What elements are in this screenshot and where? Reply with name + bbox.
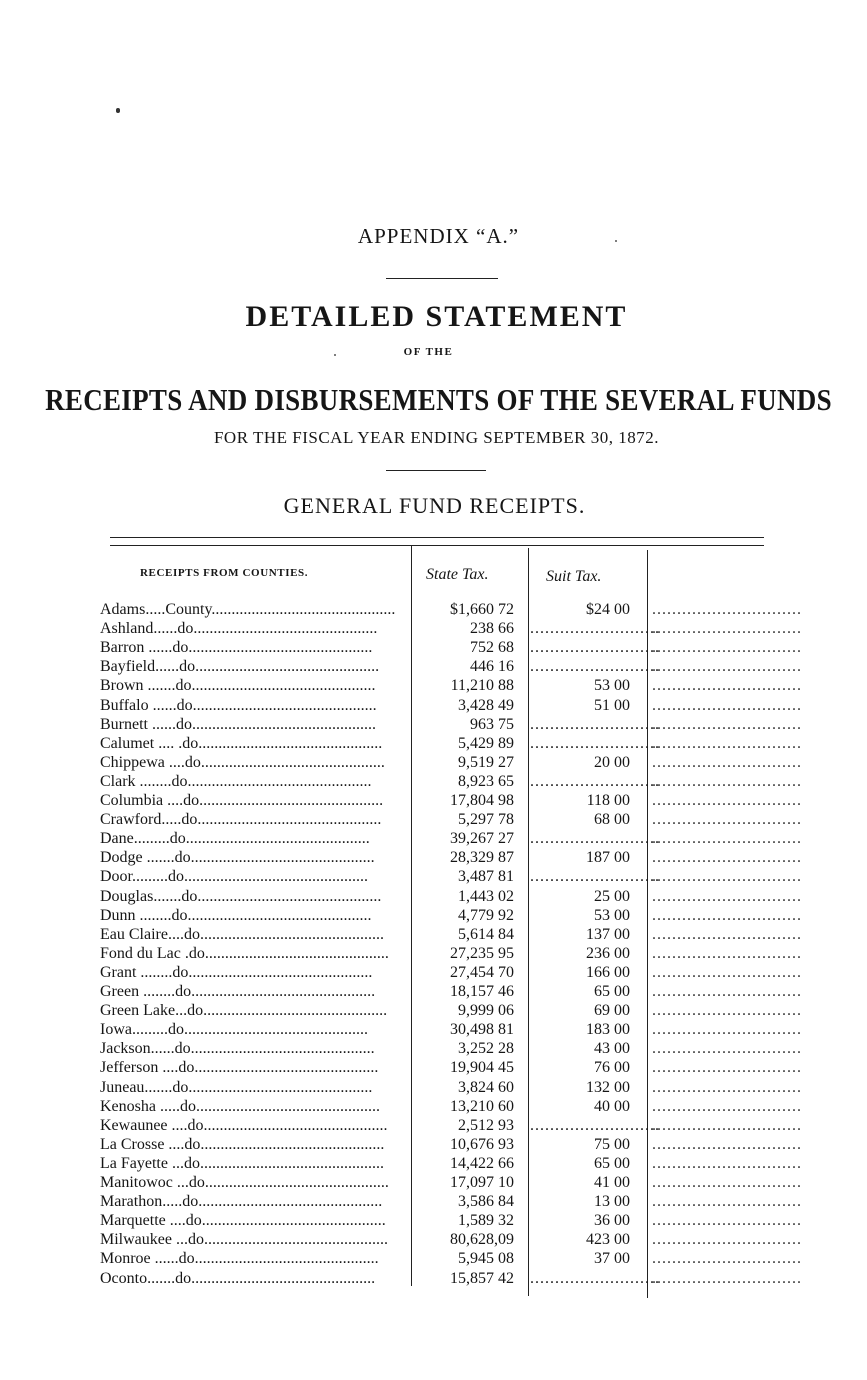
blank-column-leader: .............................. xyxy=(652,849,802,867)
suit-tax-amount: 76 00 xyxy=(594,1059,630,1077)
suit-tax-empty: .......................... xyxy=(530,715,660,733)
blank-column-leader: .............................. xyxy=(652,963,802,981)
section-title: GENERAL FUND RECEIPTS. xyxy=(283,493,586,518)
state-tax-value: 13,210 60 xyxy=(450,1097,514,1115)
state-tax-value: 3,824 60 xyxy=(458,1078,514,1096)
county-name: Kewaunee ....do.............................................. xyxy=(100,1116,388,1134)
table-row xyxy=(0,1116,857,1135)
suit-tax-value xyxy=(530,1135,636,1154)
table-row xyxy=(0,1249,857,1268)
county-name: Jackson......do.............................................. xyxy=(100,1040,375,1058)
suit-tax-amount: 36 00 xyxy=(594,1212,630,1230)
suit-tax-value xyxy=(530,1001,636,1020)
blank-column-leader: .............................. xyxy=(652,772,802,790)
table-row xyxy=(0,1230,857,1249)
suit-tax-value xyxy=(530,676,636,695)
table-top-rule xyxy=(110,537,764,538)
suit-tax-value xyxy=(530,696,636,715)
blank-column-leader: .............................. xyxy=(652,1174,802,1191)
blank-column-leader: .............................. xyxy=(652,811,802,829)
county-name: Monroe ......do.............................................. xyxy=(100,1250,379,1268)
county-name: Milwaukee ...do.............................................. xyxy=(100,1231,388,1249)
state-tax-value: 3,252 28 xyxy=(458,1040,514,1058)
table-row xyxy=(0,619,857,638)
state-tax-value: 4,779 92 xyxy=(458,906,514,924)
suit-tax-value xyxy=(530,925,636,944)
blank-column-leader: .............................. xyxy=(652,1116,802,1134)
blank-column-leader: .............................. xyxy=(652,696,802,714)
table-row xyxy=(0,676,857,695)
suit-tax-amount: $24 00 xyxy=(586,601,630,618)
blank-column-leader: .............................. xyxy=(652,753,802,771)
table-row xyxy=(0,848,857,867)
state-tax-value: 11,210 88 xyxy=(450,677,514,695)
page-subtitle: FOR THE FISCAL YEAR ENDING SEPTEMBER 30, 1872. xyxy=(213,428,660,447)
state-tax-value: 17,097 10 xyxy=(450,1174,514,1191)
blank-column-leader: .............................. xyxy=(652,1040,802,1058)
suit-tax-value xyxy=(530,1249,636,1268)
table-row xyxy=(0,887,857,906)
table-row xyxy=(0,1135,857,1154)
suit-tax-amount: 132 00 xyxy=(586,1078,630,1096)
county-name: Green Lake...do.............................................. xyxy=(100,1002,388,1020)
blank-column-leader: .............................. xyxy=(652,906,802,924)
ink-speck xyxy=(116,108,120,113)
county-name: Marathon.....do.............................................. xyxy=(100,1193,383,1211)
blank-column-leader: .............................. xyxy=(652,830,802,848)
county-name: Barron ......do.............................................. xyxy=(100,639,373,657)
suit-tax-empty: .......................... xyxy=(530,639,660,657)
suit-tax-amount: 13 00 xyxy=(594,1193,630,1211)
suit-tax-empty: .......................... xyxy=(530,734,660,752)
blank-column-leader: .............................. xyxy=(652,715,802,733)
county-name: Bayfield......do.............................................. xyxy=(100,658,380,676)
blank-column-leader: .............................. xyxy=(652,944,802,962)
table-row xyxy=(0,963,857,982)
suit-tax-value xyxy=(530,1020,636,1039)
table-row xyxy=(0,734,857,753)
state-tax-value: 446 16 xyxy=(470,658,514,676)
suit-tax-amount: 37 00 xyxy=(594,1250,630,1268)
suit-tax-value xyxy=(530,753,636,772)
table-row xyxy=(0,638,857,657)
suit-tax-amount: 118 00 xyxy=(586,792,630,809)
blank-column-leader: .............................. xyxy=(652,1212,802,1230)
county-name: Brown .......do.............................................. xyxy=(100,677,376,695)
title-connector: OF THE xyxy=(403,346,454,358)
state-tax-value: 963 75 xyxy=(470,715,514,733)
county-name: Grant ........do.............................................. xyxy=(100,963,373,981)
county-name: Calumet .... .do.............................................. xyxy=(100,734,383,752)
state-tax-value: 5,945 08 xyxy=(458,1250,514,1268)
suit-tax-value xyxy=(530,906,636,925)
suit-tax-value xyxy=(530,810,636,829)
county-name: Adams.....County.............................................. xyxy=(100,601,396,618)
county-name: Fond du Lac .do.............................................. xyxy=(100,944,389,962)
page-title-main: RECEIPTS AND DISBURSEMENTS OF THE SEVERAL FUNDS xyxy=(45,383,832,417)
table-row xyxy=(0,1001,857,1020)
county-name: Manitowoc ...do.............................................. xyxy=(100,1174,389,1191)
state-tax-value: 19,904 45 xyxy=(450,1059,514,1077)
suit-tax-amount: 236 00 xyxy=(586,944,630,962)
state-tax-value: 2,512 93 xyxy=(458,1116,514,1134)
state-tax-value: 15,857 42 xyxy=(450,1269,514,1287)
county-name: Ashland......do.............................................. xyxy=(100,620,378,638)
suit-tax-amount: 423 00 xyxy=(586,1231,630,1249)
table-row xyxy=(0,1269,857,1288)
table-row xyxy=(0,1039,857,1058)
suit-tax-amount: 20 00 xyxy=(594,753,630,771)
county-name: Clark ........do.............................................. xyxy=(100,772,372,790)
county-name: Door.........do.............................................. xyxy=(100,868,368,886)
header-rule xyxy=(386,278,498,279)
suit-tax-amount: 166 00 xyxy=(586,963,630,981)
suit-tax-amount: 51 00 xyxy=(594,696,630,714)
state-tax-value: 18,157 46 xyxy=(450,983,514,1000)
blank-column-leader: .............................. xyxy=(652,1002,802,1020)
blank-column-leader: .............................. xyxy=(652,1269,802,1287)
state-tax-value: 39,267 27 xyxy=(450,830,514,848)
county-name: Douglas.......do.............................................. xyxy=(100,887,382,905)
suit-tax-amount: 187 00 xyxy=(586,849,630,867)
state-tax-value: 14,422 66 xyxy=(450,1154,514,1172)
blank-column-leader: .............................. xyxy=(652,658,802,676)
suit-tax-empty: .......................... xyxy=(530,620,660,638)
blank-column-leader: .............................. xyxy=(652,1021,802,1039)
state-tax-value: 9,999 06 xyxy=(458,1002,514,1020)
suit-tax-value xyxy=(530,1173,636,1192)
suit-tax-empty: .......................... xyxy=(530,772,660,790)
blank-column-leader: .............................. xyxy=(652,1097,802,1115)
state-tax-value: 1,589 32 xyxy=(458,1212,514,1230)
table-row xyxy=(0,696,857,715)
blank-column-leader: .............................. xyxy=(652,792,802,809)
column-header-counties: RECEIPTS FROM COUNTIES. xyxy=(140,567,309,579)
blank-column-leader: .............................. xyxy=(652,1154,802,1172)
blank-column-leader: .............................. xyxy=(652,1059,802,1077)
suit-tax-value xyxy=(530,1078,636,1097)
state-tax-value: 5,429 89 xyxy=(458,734,514,752)
county-name: Dunn ........do.............................................. xyxy=(100,906,372,924)
suit-tax-value xyxy=(530,1211,636,1230)
county-name: Dane.........do.............................................. xyxy=(100,830,370,848)
county-name: Iowa.........do.............................................. xyxy=(100,1021,368,1039)
county-name: Juneau.......do.............................................. xyxy=(100,1078,373,1096)
table-row xyxy=(0,1154,857,1173)
suit-tax-value xyxy=(530,791,636,810)
suit-tax-amount: 43 00 xyxy=(594,1040,630,1058)
blank-column-leader: .............................. xyxy=(652,1078,802,1096)
table-row xyxy=(0,600,857,619)
blank-column-leader: .............................. xyxy=(652,1250,802,1268)
table-row xyxy=(0,810,857,829)
suit-tax-amount: 53 00 xyxy=(594,906,630,924)
suit-tax-amount: 41 00 xyxy=(594,1174,630,1191)
state-tax-value: 1,443 02 xyxy=(458,887,514,905)
county-name: Chippewa ....do.............................................. xyxy=(100,753,385,771)
table-top-rule-inner xyxy=(110,545,764,546)
blank-column-leader: .............................. xyxy=(652,887,802,905)
suit-tax-empty: .......................... xyxy=(530,830,660,848)
county-name: Buffalo ......do.............................................. xyxy=(100,696,377,714)
state-tax-value: 27,454 70 xyxy=(450,963,514,981)
blank-column-leader: .............................. xyxy=(652,925,802,943)
blank-column-leader: .............................. xyxy=(652,983,802,1000)
suit-tax-amount: 75 00 xyxy=(594,1135,630,1153)
state-tax-value: 30,498 81 xyxy=(450,1021,514,1039)
suit-tax-amount: 68 00 xyxy=(594,811,630,829)
suit-tax-value xyxy=(530,982,636,1001)
state-tax-value: 752 68 xyxy=(470,639,514,657)
suit-tax-empty: .......................... xyxy=(530,868,660,886)
county-name: Kenosha .....do.............................................. xyxy=(100,1097,380,1115)
state-tax-value: 5,297 78 xyxy=(458,811,514,829)
state-tax-value: 238 66 xyxy=(470,620,514,638)
suit-tax-value xyxy=(530,1097,636,1116)
county-name: Dodge .......do.............................................. xyxy=(100,849,375,867)
suit-tax-amount: 65 00 xyxy=(594,983,630,1000)
table-row xyxy=(0,753,857,772)
suit-tax-empty: .......................... xyxy=(530,1116,660,1134)
table-row xyxy=(0,772,857,791)
state-tax-value: 3,428 49 xyxy=(458,696,514,714)
suit-tax-amount: 65 00 xyxy=(594,1154,630,1172)
county-name: La Crosse ....do.............................................. xyxy=(100,1135,385,1153)
table-row xyxy=(0,1058,857,1077)
column-header-suit-tax: Suit Tax. xyxy=(546,568,602,585)
suit-tax-value xyxy=(530,1058,636,1077)
suit-tax-value xyxy=(530,848,636,867)
table-row xyxy=(0,867,857,886)
state-tax-value: 3,586 84 xyxy=(458,1193,514,1211)
county-name: Crawford.....do.............................................. xyxy=(100,811,382,829)
column-header-state-tax: State Tax. xyxy=(426,566,489,583)
county-name: Green ........do.............................................. xyxy=(100,983,376,1000)
state-tax-value: 28,329 87 xyxy=(450,849,514,867)
table-row xyxy=(0,1020,857,1039)
table-row xyxy=(0,715,857,734)
table-row xyxy=(0,925,857,944)
blank-column-leader: .............................. xyxy=(652,868,802,886)
suit-tax-value xyxy=(530,1230,636,1249)
table-row xyxy=(0,982,857,1001)
suit-tax-amount: 183 00 xyxy=(586,1021,630,1039)
blank-column-leader: .............................. xyxy=(652,1193,802,1211)
state-tax-value: 5,614 84 xyxy=(458,925,514,943)
table-row xyxy=(0,906,857,925)
state-tax-value: 8,923 65 xyxy=(458,772,514,790)
table-row xyxy=(0,1097,857,1116)
suit-tax-value xyxy=(530,1154,636,1173)
page-title: DETAILED STATEMENT xyxy=(245,300,628,333)
suit-tax-value xyxy=(530,944,636,963)
state-tax-value: 80,628,09 xyxy=(450,1231,514,1249)
table-row xyxy=(0,1211,857,1230)
suit-tax-empty: .......................... xyxy=(530,658,660,676)
blank-column-leader: .............................. xyxy=(652,1231,802,1249)
suit-tax-value xyxy=(530,887,636,906)
table-row xyxy=(0,791,857,810)
county-name: La Fayette ...do.............................................. xyxy=(100,1154,384,1172)
suit-tax-value xyxy=(530,1039,636,1058)
subtitle-rule xyxy=(386,470,486,471)
blank-column-leader: .............................. xyxy=(652,734,802,752)
state-tax-value: 9,519 27 xyxy=(458,753,514,771)
state-tax-value: 10,676 93 xyxy=(450,1135,514,1153)
county-name: Burnett ......do.............................................. xyxy=(100,715,376,733)
suit-tax-amount: 53 00 xyxy=(594,677,630,695)
suit-tax-amount: 40 00 xyxy=(594,1097,630,1115)
table-row xyxy=(0,1078,857,1097)
suit-tax-amount: 69 00 xyxy=(594,1002,630,1020)
state-tax-value: 3,487 81 xyxy=(458,868,514,886)
county-name: Marquette ....do.............................................. xyxy=(100,1212,386,1230)
blank-column-leader: .............................. xyxy=(652,1135,802,1153)
blank-column-leader: .............................. xyxy=(652,601,802,618)
state-tax-value: 27,235 95 xyxy=(450,944,514,962)
state-tax-value: $1,660 72 xyxy=(450,601,514,618)
suit-tax-value xyxy=(530,1192,636,1211)
suit-tax-amount: 137 00 xyxy=(586,925,630,943)
appendix-label: APPENDIX “A.” xyxy=(357,224,520,248)
county-name: Eau Claire....do.............................................. xyxy=(100,925,384,943)
table-row xyxy=(0,657,857,676)
county-name: Jefferson ....do.............................................. xyxy=(100,1059,379,1077)
table-row xyxy=(0,829,857,848)
blank-column-leader: .............................. xyxy=(652,677,802,695)
blank-column-leader: .............................. xyxy=(652,620,802,638)
suit-tax-empty: .......................... xyxy=(530,1269,660,1287)
table-row xyxy=(0,1192,857,1211)
suit-tax-amount: 25 00 xyxy=(594,887,630,905)
table-row xyxy=(0,1173,857,1192)
county-name: Columbia ....do.............................................. xyxy=(100,792,384,809)
suit-tax-value xyxy=(530,963,636,982)
suit-tax-value xyxy=(530,600,636,619)
state-tax-value: 17,804 98 xyxy=(450,792,514,809)
blank-column-leader: .............................. xyxy=(652,639,802,657)
county-name: Oconto.......do.............................................. xyxy=(100,1269,376,1287)
table-row xyxy=(0,944,857,963)
